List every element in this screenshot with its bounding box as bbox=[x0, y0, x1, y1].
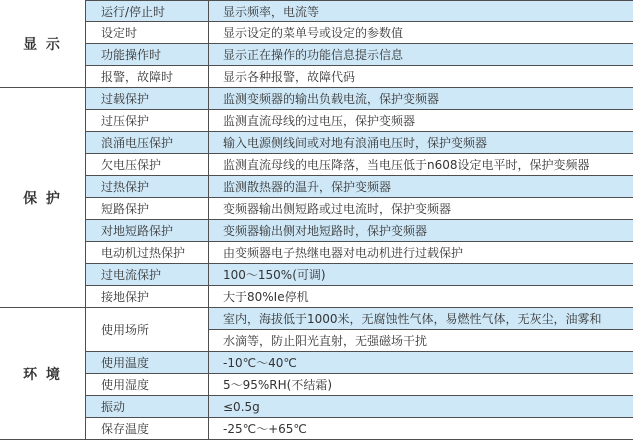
item-cell: 报警，故障时 bbox=[85, 66, 208, 88]
desc-cell: 监测变频器的输出负载电流，保护变频器 bbox=[208, 88, 633, 110]
desc-cell: 监测直流母线的电压降落，当电压低于n608设定电平时，保护变频器 bbox=[208, 154, 633, 176]
item-cell: 功能操作时 bbox=[85, 44, 208, 66]
item-cell: 运行/停止时 bbox=[85, 0, 208, 22]
desc-cell: 显示正在操作的功能信息提示信息 bbox=[208, 44, 633, 66]
item-cell: 过压保护 bbox=[85, 110, 208, 132]
item-cell: 过载保护 bbox=[85, 88, 208, 110]
desc-cell: 大于80%Ie停机 bbox=[208, 286, 633, 308]
desc-cell: 水滴等，防止阳光直射，无强磁场干扰 bbox=[208, 330, 633, 352]
item-cell: 过电流保护 bbox=[85, 264, 208, 286]
item-cell: 使用湿度 bbox=[85, 374, 208, 396]
desc-cell: 5～95%RH(不结霜) bbox=[208, 374, 633, 396]
desc-cell: 监测散热器的温升，保护变频器 bbox=[208, 176, 633, 198]
desc-cell: ≤0.5g bbox=[208, 396, 633, 418]
item-cell: 过热保护 bbox=[85, 176, 208, 198]
desc-cell: 变频器输出侧对地短路时，保护变频器 bbox=[208, 220, 633, 242]
item-cell: 欠电压保护 bbox=[85, 154, 208, 176]
item-cell: 浪涌电压保护 bbox=[85, 132, 208, 154]
desc-cell: 显示设定的菜单号或设定的参数值 bbox=[208, 22, 633, 44]
item-cell: 保存温度 bbox=[85, 418, 208, 440]
category-cell-2: 保 护 bbox=[0, 88, 85, 308]
desc-cell: 显示频率，电流等 bbox=[208, 0, 633, 22]
desc-cell: -25℃～+65℃ bbox=[208, 418, 633, 440]
desc-cell: 100～150%(可调) bbox=[208, 264, 633, 286]
item-cell: 短路保护 bbox=[85, 198, 208, 220]
desc-cell: 由变频器电子热继电器对电动机进行过载保护 bbox=[208, 242, 633, 264]
item-cell: 使用温度 bbox=[85, 352, 208, 374]
desc-cell: 输入电源侧线间或对地有浪涌电压时，保护变频器 bbox=[208, 132, 633, 154]
desc-cell: 显示各种报警，故障代码 bbox=[208, 66, 633, 88]
item-cell: 对地短路保护 bbox=[85, 220, 208, 242]
item-cell: 使用场所 bbox=[85, 308, 208, 352]
desc-cell: 室内，海拔低于1000米，无腐蚀性气体，易燃性气体，无灰尘，油雾和 bbox=[208, 308, 633, 330]
desc-cell: -10℃～40℃ bbox=[208, 352, 633, 374]
category-cell-1: 显 示 bbox=[0, 0, 85, 88]
category-cell-3: 环 境 bbox=[0, 308, 85, 440]
desc-cell: 变频器输出侧短路或过电流时，保护变频器 bbox=[208, 198, 633, 220]
item-cell: 电动机过热保护 bbox=[85, 242, 208, 264]
item-cell: 振动 bbox=[85, 396, 208, 418]
desc-cell: 监测直流母线的过电压，保护变频器 bbox=[208, 110, 633, 132]
item-cell: 接地保护 bbox=[85, 286, 208, 308]
item-cell: 设定时 bbox=[85, 22, 208, 44]
